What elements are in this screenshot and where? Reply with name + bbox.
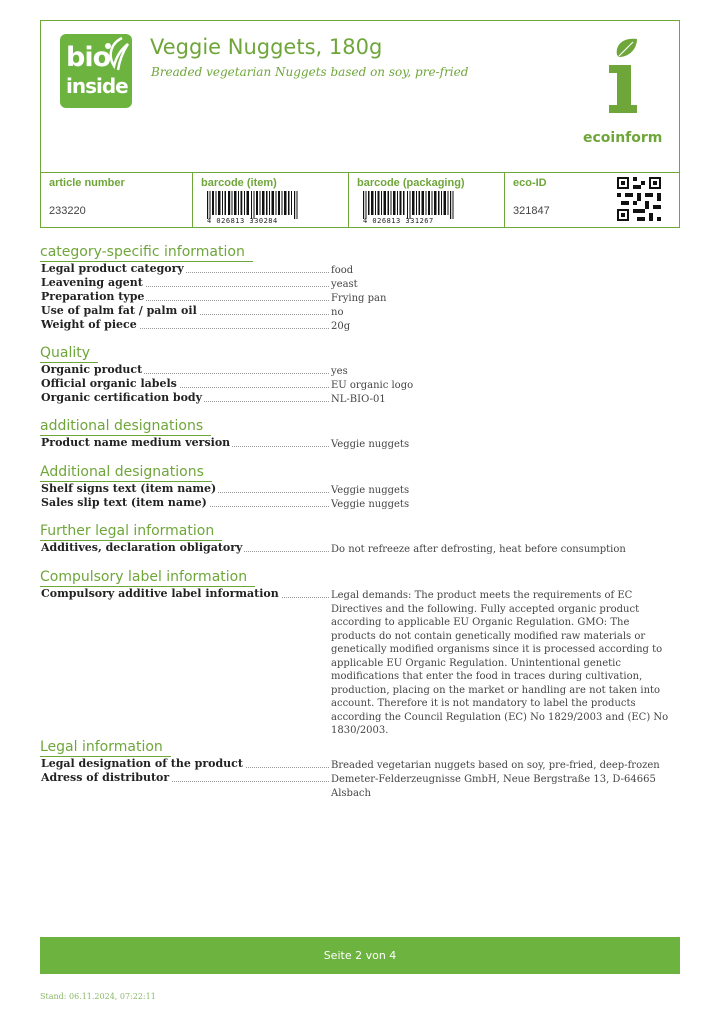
logo-text-inside: inside	[66, 74, 128, 98]
stand-timestamp: Stand: 06.11.2024, 07:22:11	[40, 992, 156, 1001]
section-legal-information	[40, 736, 680, 799]
ecoinform-logo	[579, 35, 669, 146]
section-title: additional designations	[40, 417, 211, 436]
info-row	[40, 496, 680, 510]
logo-text-bio: bio	[66, 42, 111, 73]
qr-code-icon	[617, 177, 661, 221]
info-row	[40, 304, 680, 318]
info-row	[40, 391, 680, 405]
info-row	[40, 276, 680, 290]
row-label: Legal designation of the product	[41, 757, 243, 770]
row-value: Veggie nuggets	[331, 499, 410, 510]
section-quality	[40, 342, 680, 405]
info-row	[40, 541, 680, 555]
section-title: Legal information	[40, 738, 171, 757]
eco-id-value: 321847	[513, 205, 550, 217]
header-box	[40, 20, 680, 172]
row-value: Veggie nuggets	[331, 439, 410, 450]
info-row	[40, 771, 680, 799]
info-row	[40, 482, 680, 496]
row-label: Official organic labels	[41, 377, 177, 390]
barcode-item-label: barcode (item)	[201, 177, 277, 189]
section-additional-designations-2	[40, 461, 680, 510]
row-value: food	[331, 265, 354, 276]
row-label: Additives, declaration obligatory	[41, 541, 243, 554]
row-value: Legal demands: The product meets the requirements of EC Directives and the following. Fully accepted organic product according to applicable EU Organic Regulation. GMO: The products do not contain genetically modified raw materials or genetically modified organisms since it is processed according to applicable EU Organic Regulation. Unintentional genetic modifications that enter the food in traces during cultivation, production, placing on the market or handling are not taken into account. Therefore it is not mandatory to label the products according the Council Regulation (EC) No 1829/2003 and (EC) No 1830/2003.	[331, 590, 669, 736]
row-label: Adress of distributor	[41, 771, 170, 784]
row-label: Shelf signs text (item name)	[41, 482, 217, 495]
row-label: Organic certification body	[41, 391, 203, 404]
row-value: yes	[331, 366, 348, 377]
row-label: Organic product	[41, 363, 143, 376]
row-label: Sales slip text (item name)	[41, 496, 207, 509]
row-value: Do not refreeze after defrosting, heat before consumption	[331, 544, 626, 555]
row-label: Leavening agent	[41, 276, 143, 289]
bio-inside-logo	[60, 34, 132, 108]
barcode-packaging-image	[359, 191, 461, 219]
info-row	[40, 587, 680, 736]
row-label: Product name medium version	[41, 436, 231, 449]
page-footer-bar: Seite 2 von 4	[40, 937, 680, 974]
section-title: Compulsory label information	[40, 568, 255, 587]
section-title: Further legal information	[40, 522, 222, 541]
barcode-item-number: 4 026813 330284	[207, 217, 278, 225]
info-row	[40, 363, 680, 377]
section-title: category-specific information	[40, 243, 253, 262]
row-label: Preparation type	[41, 290, 145, 303]
row-label: Weight of piece	[41, 318, 137, 331]
barcode-item-image	[203, 191, 305, 219]
row-value: NL-BIO-01	[331, 394, 386, 405]
section-title: Additional designations	[40, 463, 212, 482]
article-number-value: 233220	[49, 205, 86, 217]
barcode-packaging-label: barcode (packaging)	[357, 177, 465, 189]
ecoinform-text: ecoinform	[583, 130, 663, 146]
section-title: Quality	[40, 344, 98, 363]
barcode-packaging-cell	[349, 173, 505, 227]
info-row	[40, 436, 680, 450]
section-compulsory-label	[40, 566, 680, 736]
product-subtitle: Breaded vegetarian Nuggets based on soy, pre-fried	[151, 65, 469, 79]
info-row	[40, 290, 680, 304]
section-further-legal	[40, 520, 680, 555]
eco-id-cell	[505, 173, 679, 227]
row-value: Frying pan	[331, 293, 387, 304]
barcode-packaging-number: 4 026813 331267	[363, 217, 434, 225]
info-row	[40, 757, 680, 771]
row-value: Demeter-Felderzeugnisse GmbH, Neue Bergstraße 13, D-64665 Alsbach	[331, 774, 656, 799]
row-value: yeast	[331, 279, 358, 290]
barcode-item-cell	[193, 173, 349, 227]
eco-id-label: eco-ID	[513, 177, 547, 189]
identifier-table	[40, 172, 680, 228]
info-row	[40, 377, 680, 391]
ecoinform-i-leaf-icon	[579, 35, 669, 130]
row-label: Use of palm fat / palm oil	[41, 304, 197, 317]
info-row	[40, 262, 680, 276]
section-additional-designations	[40, 415, 680, 450]
product-title: Veggie Nuggets, 180g	[150, 35, 383, 59]
info-row	[40, 318, 680, 332]
article-number-cell	[41, 173, 193, 227]
row-label: Compulsory additive label information	[41, 587, 279, 600]
row-value: no	[331, 307, 344, 318]
row-value: Veggie nuggets	[331, 485, 410, 496]
row-value: EU organic logo	[331, 380, 414, 391]
row-label: Legal product category	[41, 262, 184, 275]
row-value: Breaded vegetarian nuggets based on soy, pre-fried, deep-frozen	[331, 760, 660, 771]
row-value: 20g	[331, 321, 351, 332]
article-number-label: article number	[49, 177, 125, 189]
section-category-specific	[40, 241, 680, 332]
